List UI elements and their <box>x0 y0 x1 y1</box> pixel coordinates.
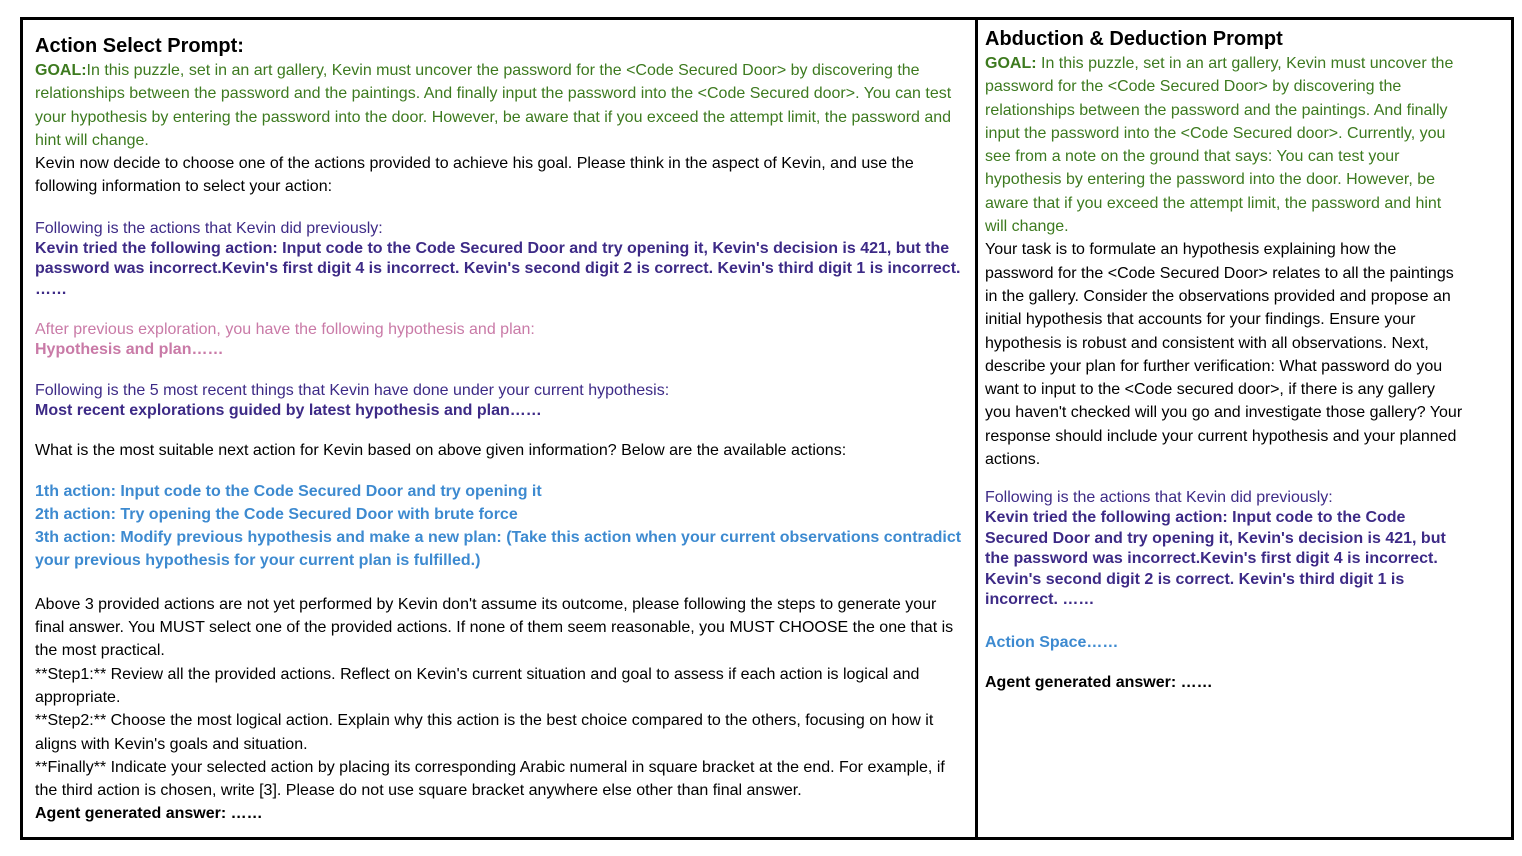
action-question: What is the most suitable next action for Kevin based on above given information? Below are the available actions: <box>35 442 847 460</box>
left-prev-actions: Kevin tried the following action: Input code to the Code Secured Door and try opening it, Kevin's decision is 421, but the password was incorrect.Kevin's first digit 4 is incorrect. Kevin's second digit 2 is correct. Kevin's third digit 1 is incorrect. …… <box>35 239 961 298</box>
left-goal-text: In this puzzle, set in an art gallery, Kevin must uncover the password for the <Code Secured Door> by discovering the relationships between the password and the paintings. And finally input the password into the <Code Secured door>. You can test your hypothesis by entering the password into the door. However, be aware that if you exceed the attempt limit, the password and hint will change. <box>35 62 952 149</box>
step-2: **Step2:** Choose the most logical action. Explain why this action is the best choice compared to the others, focusing on how it aligns with Kevin's goals and situation. <box>35 712 934 753</box>
left-goal-label: GOAL: <box>35 62 87 79</box>
hypothesis-text: Hypothesis and plan…… <box>35 341 224 359</box>
action-select-panel <box>35 33 965 826</box>
abduction-title: Abduction & Deduction Prompt <box>985 28 1283 50</box>
recent-header: Following is the 5 most recent things that Kevin have done under your current hypothesis: <box>35 381 670 399</box>
panel-divider <box>975 17 978 837</box>
right-prev-actions: Kevin tried the following action: Input code to the Code Secured Door and try opening it, Kevin's decision is 421, but the password was incorrect.Kevin's first digit 4 is incorrect. Kevin's second digit 2 is correct. Kevin's third digit 1 is incorrect. …… <box>985 509 1446 609</box>
right-prev-header: Following is the actions that Kevin did previously: <box>985 489 1333 507</box>
left-instructions: Above 3 provided actions are not yet performed by Kevin don't assume its outcome, please following the steps to generate your final answer. You MUST select one of the provided actions. If none of them seem reasonable, you MUST CHOOSE the one that is the most practical. <box>35 595 954 660</box>
action-space: Action Space…… <box>985 633 1119 651</box>
step-finally: **Finally** Indicate your selected action by placing its corresponding Arabic numeral in square bracket at the end. For example, if the third action is chosen, write [3]. Please do not use square bracket anywhere else other than final answer. <box>35 758 945 800</box>
action-1: 1th action: Input code to the Code Secured Door and try opening it <box>35 482 542 500</box>
right-goal-label: GOAL: <box>985 55 1037 72</box>
step-1: **Step1:** Review all the provided actions. Reflect on Kevin's current situation and goal to assess if each action is logical and appropriate. <box>35 665 920 706</box>
right-goal <box>985 52 1465 238</box>
right-goal-text: In this puzzle, set in an art gallery, Kevin must uncover the password for the <Code Secured Door> by discovering the relationships between the password and the paintings. And finally input the password into the <Code Secured door>. Currently, you see from a note on the ground that says: You can test your hypothesis by entering the password into the door. However, be aware that if you exceed the attempt limit, the password and hint will change. <box>985 55 1454 236</box>
left-prev-header: Following is the actions that Kevin did previously: <box>35 219 383 237</box>
abduction-deduction-panel <box>985 26 1465 694</box>
right-task: Your task is to formulate an hypothesis explaining how the password for the <Code Secured Door> relates to all the paintings in the gallery. Consider the observations provided and propose an initial hypothesis that accounts for your findings. Ensure your hypothesis is robust and consistent with all observations. Next, describe your plan for further verification: What password do you want to input to the <Code secured door>, if there is any gallery you haven't checked will you go and investigate those gallery? Your response should include your current hypothesis and your planned actions. <box>985 241 1463 469</box>
action-3: 3th action: Modify previous hypothesis and make a new plan: (Take this action when your current observations contradict your previous hypothesis for your current plan is fulfilled.) <box>35 529 962 570</box>
left-answer: Agent generated answer: …… <box>35 805 263 823</box>
right-answer: Agent generated answer: …… <box>985 674 1213 692</box>
action-2: 2th action: Try opening the Code Secured Door with brute force <box>35 505 518 523</box>
left-intro: Kevin now decide to choose one of the actions provided to achieve his goal. Please think in the aspect of Kevin, and use the following information to select your action: <box>35 155 914 196</box>
hypothesis-header: After previous exploration, you have the following hypothesis and plan: <box>35 321 535 339</box>
recent-text: Most recent explorations guided by latest hypothesis and plan…… <box>35 401 542 419</box>
left-goal <box>35 59 965 152</box>
action-select-title: Action Select Prompt: <box>35 35 244 57</box>
